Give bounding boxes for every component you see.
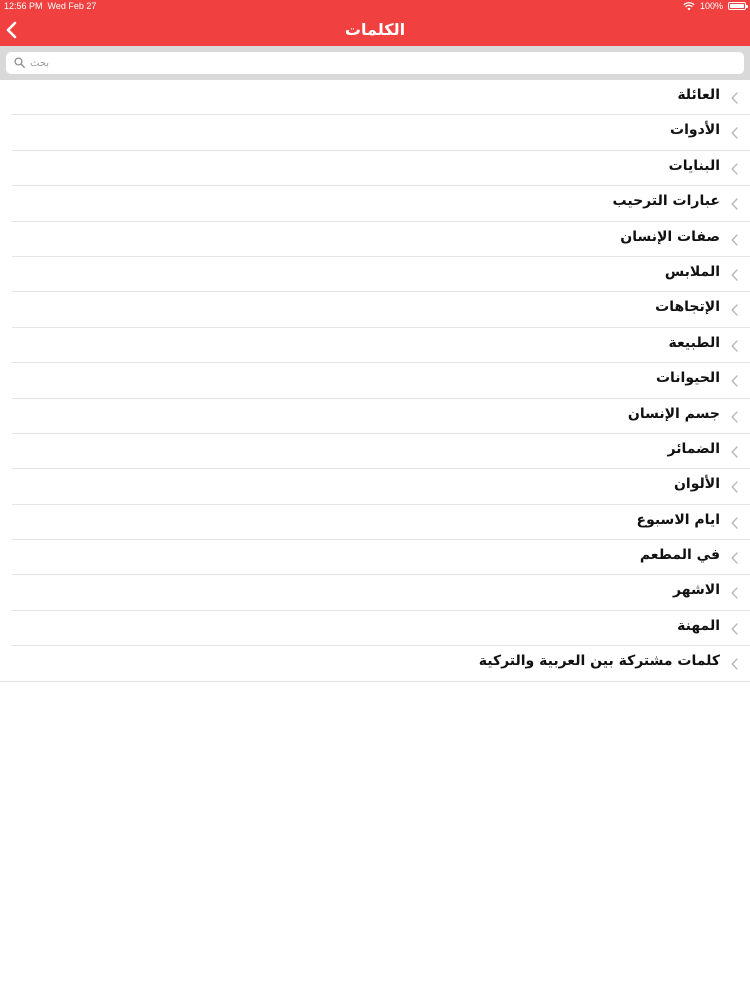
search-icon [14, 57, 25, 68]
chevron-left-icon [731, 375, 738, 387]
chevron-left-icon [731, 234, 738, 246]
category-list [0, 80, 750, 682]
chevron-left-icon [731, 658, 738, 670]
status-bar [0, 0, 750, 13]
list-item[interactable] [0, 611, 750, 646]
list-item-label: جسم الإنسان [627, 405, 720, 422]
list-item[interactable] [0, 363, 750, 398]
list-item[interactable] [0, 646, 750, 681]
list-item-label: صفات الإنسان [620, 228, 720, 245]
list-item-label: البنايات [668, 157, 720, 174]
list-item[interactable] [0, 469, 750, 504]
list-item[interactable] [0, 575, 750, 610]
chevron-left-icon [731, 92, 738, 104]
chevron-left-icon [731, 552, 738, 564]
list-item[interactable] [0, 328, 750, 363]
search-field[interactable] [6, 52, 744, 74]
chevron-left-icon [731, 269, 738, 281]
status-date: Wed Feb 27 [47, 1, 97, 11]
list-item-label: كلمات مشتركة بين العربية والتركية [478, 653, 720, 670]
list-item[interactable] [0, 115, 750, 150]
page-title: الكلمات [344, 20, 406, 39]
chevron-left-icon [731, 163, 738, 175]
chevron-left-icon [731, 127, 738, 139]
chevron-left-icon [731, 340, 738, 352]
list-item[interactable] [0, 80, 750, 115]
search-bar [0, 46, 750, 80]
list-item-label: الأدوات [670, 122, 720, 139]
list-item-label: العائلة [677, 87, 720, 103]
status-right [683, 1, 746, 11]
battery-fill [730, 4, 744, 8]
battery-percent: 100% [699, 1, 723, 11]
list-item[interactable] [0, 151, 750, 186]
chevron-left-icon [731, 411, 738, 423]
list-item[interactable] [0, 222, 750, 257]
list-item-label: الاشهر [673, 582, 720, 599]
status-time: 12:56 PM [4, 1, 43, 11]
list-item[interactable] [0, 505, 750, 540]
list-item[interactable] [0, 540, 750, 575]
list-item-label: الملابس [664, 263, 720, 280]
chevron-left-icon [731, 623, 738, 635]
status-time-date [4, 1, 96, 11]
list-item-label: الحيوانات [655, 370, 720, 387]
list-item-label: عبارات الترحيب [612, 193, 720, 210]
navigation-bar [0, 13, 750, 46]
chevron-left-icon [731, 587, 738, 599]
list-item[interactable] [0, 434, 750, 469]
list-item[interactable] [0, 292, 750, 327]
chevron-left-icon [731, 517, 738, 529]
list-item-label: الضمائر [667, 440, 720, 457]
list-item-label: الألوان [673, 476, 720, 493]
list-item[interactable] [0, 257, 750, 292]
list-item-label: الإتجاهات [655, 299, 720, 316]
chevron-left-icon [731, 304, 738, 316]
search-input[interactable] [30, 52, 710, 74]
wifi-icon [683, 2, 695, 11]
battery-icon [728, 2, 746, 10]
chevron-left-icon [731, 446, 738, 458]
chevron-left-icon [731, 198, 738, 210]
list-item-label: المهنة [677, 617, 720, 634]
chevron-left-icon [731, 481, 738, 493]
list-item-label: في المطعم [639, 547, 720, 564]
list-item-label: ايام الاسبوع [636, 511, 720, 528]
list-item[interactable] [0, 186, 750, 221]
list-item[interactable] [0, 399, 750, 434]
list-item-label: الطبيعة [668, 334, 720, 351]
